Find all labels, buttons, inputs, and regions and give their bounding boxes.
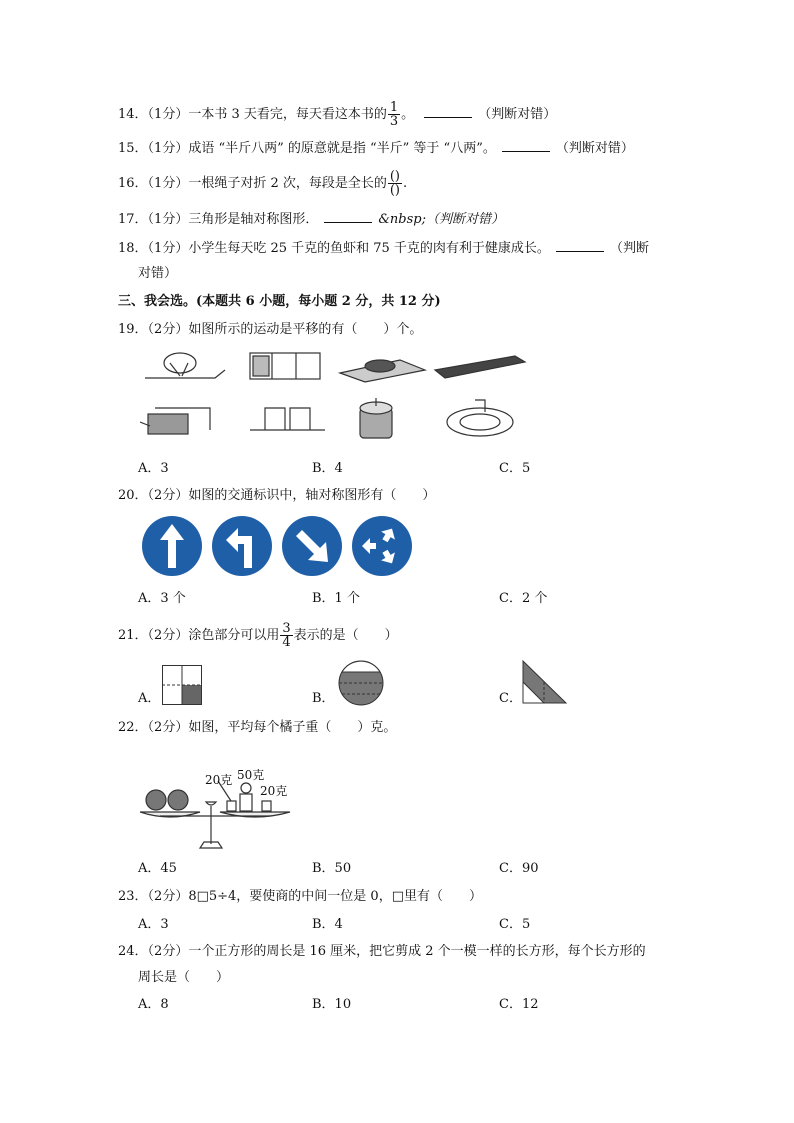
option-a[interactable]: A．8 [138, 997, 169, 1012]
mixer-picture [360, 398, 392, 438]
option-a[interactable]: A．3 个 [138, 591, 186, 606]
option-b[interactable]: B．4 [312, 917, 343, 932]
motion-pictures [140, 348, 530, 447]
answer-blank[interactable] [502, 139, 550, 152]
fraction: $\frac{()}{()}$ [389, 169, 401, 198]
option-c[interactable]: C．5 [499, 917, 531, 932]
drawer-picture [140, 408, 210, 434]
option-a[interactable]: A．45 [138, 861, 177, 876]
left-turn-sign-icon [212, 516, 272, 576]
option-a[interactable]: A．3 [138, 461, 169, 476]
weight-label-50g: 50克 [237, 768, 265, 782]
option-b[interactable]: B．4 [312, 461, 343, 476]
fraction: $\frac{1}{3}$ [389, 100, 399, 129]
pendulum-picture [145, 353, 225, 378]
weight-label-20g: 20克 [205, 773, 233, 787]
square-figure [162, 665, 202, 709]
answer-blank[interactable] [556, 239, 604, 252]
question-16: 16．（1分）一根绳子对折 2 次，每段是全长的 $\frac{()}{()}$ . [118, 169, 408, 198]
option-b[interactable]: B．10 [312, 997, 352, 1012]
fraction: $\frac{3}{4}$ [282, 621, 291, 650]
answer-blank[interactable] [424, 105, 472, 118]
option-b[interactable]: B． [312, 691, 335, 706]
diagonal-arrow-sign-icon [282, 516, 342, 576]
conveyor-picture [435, 356, 525, 378]
option-c[interactable]: C．5 [499, 461, 531, 476]
option-a[interactable]: A． [138, 691, 161, 706]
question-15: 15．（1分）成语 “半斤八两” 的原意就是指 “半斤” 等于 “八两”。 （判断对错） [118, 141, 634, 156]
straight-arrow-sign-icon [142, 516, 202, 576]
question-18: 18．（1分）小学生每天吃 25 千克的鱼虾和 75 千克的肉有利于健康成长。 （判断 [118, 241, 649, 256]
question-21: 21．（2分）涂色部分可以用 $\frac{3}{4}$ 表示的是（ ） [118, 621, 398, 650]
sliding-window-picture [250, 353, 320, 379]
question-24: 24．（2分）一个正方形的周长是 16 厘米，把它剪成 2 个一模一样的长方形，每个长方形的 [118, 944, 646, 959]
question-24-cont: 周长是（ ） [138, 970, 230, 985]
roundabout-sign-icon [352, 516, 412, 576]
question-19: 19．（2分）如图所示的运动是平移的有（ ）个。 [118, 322, 423, 337]
circle-figure [338, 660, 384, 710]
option-c[interactable]: C．2 个 [499, 591, 548, 606]
lift-door-picture [250, 408, 325, 430]
option-a[interactable]: A．3 [138, 917, 169, 932]
option-c[interactable]: C．90 [499, 861, 539, 876]
triangle-figure [522, 660, 568, 708]
faucet-picture [447, 400, 513, 436]
weight-label-20g-right: 20克 [260, 784, 288, 798]
answer-blank[interactable] [324, 210, 372, 223]
record-player-picture [340, 360, 425, 382]
question-18-cont: 对错） [138, 266, 178, 281]
question-20: 20．（2分）如图的交通标识中，轴对称图形有（ ） [118, 488, 436, 503]
section-heading: 三、我会选。(本题共 6 小题，每小题 2 分，共 12 分) [118, 294, 441, 309]
option-c[interactable]: C．12 [499, 997, 539, 1012]
option-b[interactable]: B．50 [312, 861, 352, 876]
option-b[interactable]: B．1 个 [312, 591, 360, 606]
question-22: 22．（2分）如图，平均每个橘子重（ ）克。 [118, 720, 397, 735]
question-23: 23．（2分）8□5÷4，要使商的中间一位是 0，□里有（ ） [118, 889, 482, 904]
question-17: 17．（1分）三角形是轴对称图形． &nbsp;（判断对错） [118, 212, 504, 227]
option-c[interactable]: C． [499, 691, 522, 706]
question-14: 14．（1分）一本书 3 天看完，每天看这本书的 $\frac{1}{3}$ 。 （判断对错） [118, 100, 557, 129]
